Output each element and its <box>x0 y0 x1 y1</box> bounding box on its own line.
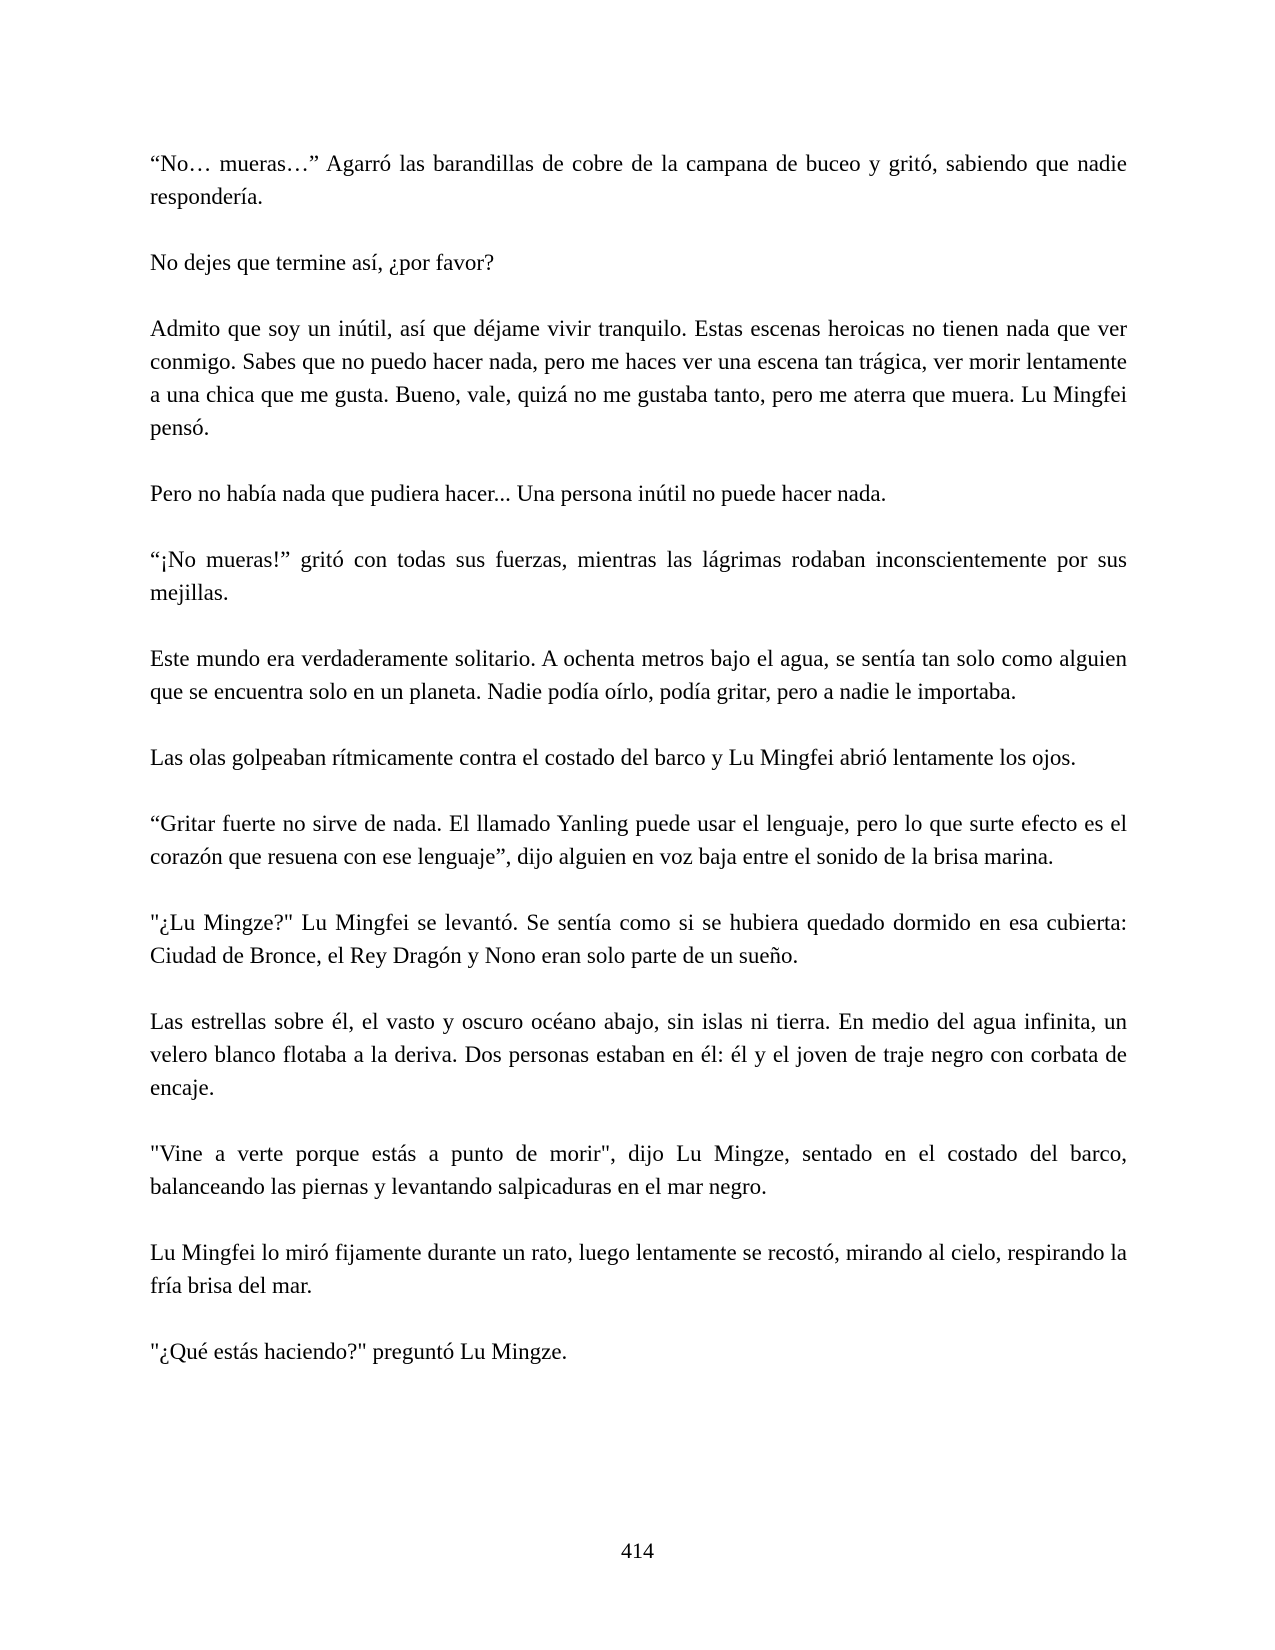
paragraph: Pero no había nada que pudiera hacer... Una persona inútil no puede hacer nada. <box>150 481 887 506</box>
body-text <box>150 147 1127 1401</box>
paragraph: Lu Mingfei lo miró fijamente durante un rato, luego lentamente se recostó, mirando al cielo, respirando la fría brisa del mar. <box>150 1240 1127 1298</box>
paragraph: "Vine a verte porque estás a punto de morir", dijo Lu Mingze, sentado en el costado del barco, balanceando las piernas y levantando salpicaduras en el mar negro. <box>150 1141 1127 1199</box>
page-number: 414 <box>621 1538 654 1563</box>
paragraph: Las olas golpeaban rítmicamente contra el costado del barco y Lu Mingfei abrió lentamente los ojos. <box>150 745 1077 770</box>
paragraph: “Gritar fuerte no sirve de nada. El llamado Yanling puede usar el lenguaje, pero lo que surte efecto es el corazón que resuena con ese lenguaje”, dijo alguien en voz baja entre el sonido de la brisa marina. <box>150 811 1127 869</box>
paragraph: "¿Qué estás haciendo?" preguntó Lu Mingze. <box>150 1339 568 1364</box>
paragraph: No dejes que termine así, ¿por favor? <box>150 250 495 275</box>
paragraph: Las estrellas sobre él, el vasto y oscuro océano abajo, sin islas ni tierra. En medio del agua infinita, un velero blanco flotaba a la deriva. Dos personas estaban en él: él y el joven de traje negro con corbata de encaje. <box>150 1009 1127 1100</box>
paragraph: “No… mueras…” Agarró las barandillas de cobre de la campana de buceo y gritó, sabiendo que nadie respondería. <box>150 151 1127 209</box>
paragraph: “¡No mueras!” gritó con todas sus fuerzas, mientras las lágrimas rodaban inconscientemente por sus mejillas. <box>150 547 1127 605</box>
paragraph: "¿Lu Mingze?" Lu Mingfei se levantó. Se sentía como si se hubiera quedado dormido en esa cubierta: Ciudad de Bronce, el Rey Dragón y Nono eran solo parte de un sueño. <box>150 910 1127 968</box>
paragraph: Este mundo era verdaderamente solitario. A ochenta metros bajo el agua, se sentía tan solo como alguien que se encuentra solo en un planeta. Nadie podía oírlo, podía gritar, pero a nadie le importaba. <box>150 646 1127 704</box>
paragraph: Admito que soy un inútil, así que déjame vivir tranquilo. Estas escenas heroicas no tienen nada que ver conmigo. Sabes que no puedo hacer nada, pero me haces ver una escena tan trágica, ver morir lentamente a una chica que me gusta. Bueno, vale, quizá no me gustaba tanto, pero me aterra que muera. Lu Mingfei pensó. <box>150 316 1127 440</box>
